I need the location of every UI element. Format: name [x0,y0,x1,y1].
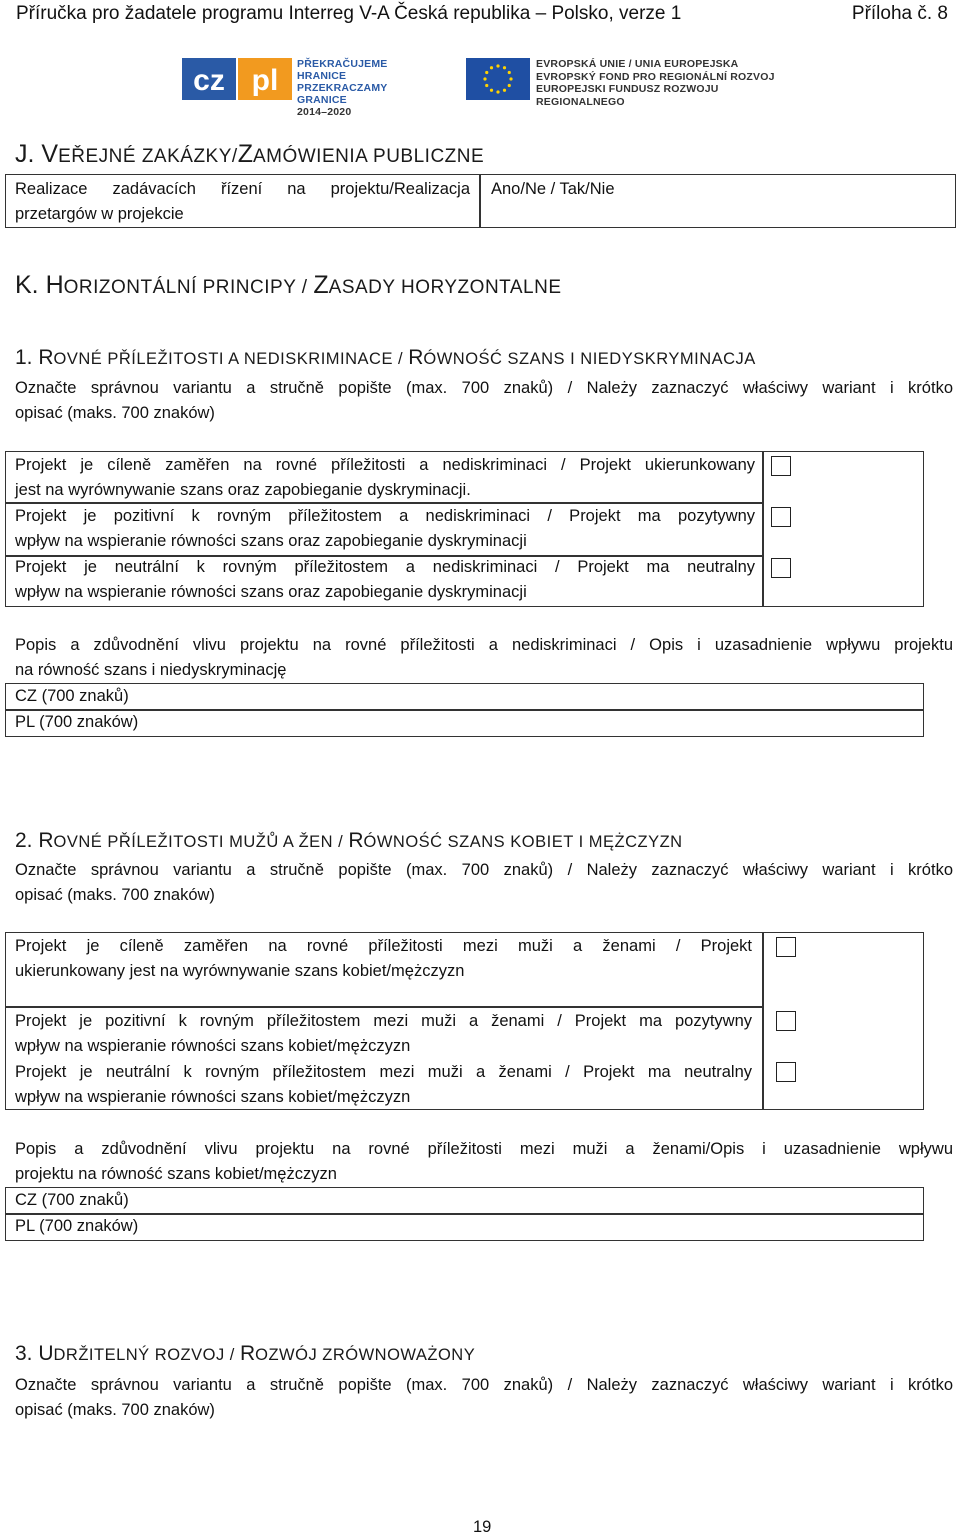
cz-justification-field[interactable]: CZ (700 znaků) [15,687,129,705]
eu-star-icon [503,66,506,69]
option-targeted-checkbox[interactable] [771,456,791,476]
option-positive: Projekt je pozitivní k rovným příležitostem a nediskriminaci / Projekt ma pozytywny wpływ na wspieranie równości szans oraz zapobieganie dyskryminacji [15,507,755,550]
eu-fund-text [536,58,796,108]
option-neutral-checkbox[interactable] [771,558,791,578]
czpl-programme-logo [182,56,432,118]
table-divider [762,451,764,607]
czpl-years: 2014–2020 [297,106,352,118]
gender-option-positive: Projekt je pozitivní k rovným příležitostem mezi muži a ženami / Projekt ma pozytywny wpływ na wspieranie równości szans kobiet/mężczyzn [15,1012,752,1055]
eu-star-icon [485,84,488,87]
subsection-2-title: 2. ROVNÉ PŘÍLEŽITOSTI MUŽŮ A ŽEN / RÓWNOŚĆ SZANS KOBIET I MĘŻCZYZN [15,829,683,852]
eu-star-icon [508,71,511,74]
eu-line-3: EUROPEJSKI FUNDUSZ ROZWOJU REGIONALNEGO [536,83,719,108]
table-divider [762,932,764,1110]
eu-line-2: EVROPSKÝ FOND PRO REGIONÁLNÍ ROZVOJ [536,70,775,83]
eu-star-icon [509,77,512,80]
czpl-badge-icon [182,58,292,100]
eu-flag-icon [466,58,530,100]
procurement-value: Ano/Ne / Tak/Nie [491,180,615,198]
pl-justification-field[interactable]: PL (700 znaków) [15,713,139,731]
gender-option-targeted: Projekt je cíleně zaměřen na rovné příležitosti mezi muži a ženami / Projekt ukierunkowany jest na wyrównywanie szans kobiet/mężczyzn [15,937,752,980]
row-divider [5,1213,924,1215]
eu-star-icon [485,71,488,74]
eu-fund-logo [466,56,796,108]
czpl-slogan-cz: PŘEKRAČUJEME HRANICE [297,58,388,82]
eu-star-icon [490,89,493,92]
subsection-3-instructions: Označte správnou variantu a stručně popište (max. 700 znaků) / Należy zaznaczyć właściwy wariant i krótko opisać (maks. 700 znaków) [15,1376,953,1419]
czpl-slogan-pl: PRZEKRACZAMY GRANICE [297,82,388,106]
option-targeted: Projekt je cíleně zaměřen na rovné příležitosti a nediskriminaci / Projekt ukierunkowany jest na wyrównywanie szans oraz zapobieganie dyskryminacji. [15,456,755,499]
subsection-1-description-label: Popis a zdůvodnění vlivu projektu na rovné příležitosti a nediskriminaci / Opis i uzasadnienie wpływu projektu na równość szans i niedyskryminację [15,636,953,679]
gender-option-positive-checkbox[interactable] [776,1011,796,1031]
subsection-3-title: 3. UDRŽITELNÝ ROZVOJ / ROZWÓJ ZRÓWNOWAŻONY [15,1342,476,1365]
subsection-1-instructions: Označte správnou variantu a stručně popište (max. 700 znaků) / Należy zaznaczyć właściwy wariant i krótko opisać (maks. 700 znaków) [15,379,953,422]
gender-cz-justification-field[interactable]: CZ (700 znaků) [15,1191,129,1209]
subsection-2-instructions: Označte správnou variantu a stručně popište (max. 700 znaků) / Należy zaznaczyć właściwy wariant i krótko opisać (maks. 700 znaków) [15,861,953,904]
option-positive-checkbox[interactable] [771,507,791,527]
svg-text:cz: cz [193,64,225,97]
option-neutral: Projekt je neutrální k rovným příležitostem a nediskriminaci / Projekt ma neutralny wpływ na wspieranie równości szans oraz zapobieganie dyskryminacji [15,558,755,601]
czpl-slogan [297,58,432,118]
eu-star-icon [490,66,493,69]
section-k-title: K. HORIZONTÁLNÍ PRINCIPY / ZASADY HORYZONTALNE [15,271,562,299]
table-divider [479,174,481,228]
gender-option-neutral-checkbox[interactable] [776,1062,796,1082]
procurement-label: Realizace zadávacích řízení na projektu/Realizacja przetargów w projekcie [15,180,470,223]
eu-star-icon [483,77,486,80]
eu-star-icon [508,84,511,87]
row-divider [5,1006,762,1008]
page-number: 19 [473,1518,492,1536]
document-header-title: Příručka pro žadatele programu Interreg V-A Česká republika – Polsko, verze 1 [16,3,682,24]
subsection-1-title: 1. ROVNÉ PŘÍLEŽITOSTI A NEDISKRIMINACE / RÓWNOŚĆ SZANS I NIEDYSKRYMINACJA [15,346,756,369]
subsection-2-description-label: Popis a zdůvodnění vlivu projektu na rovné příležitosti mezi muži a ženami/Opis i uzasadnienie wpływu projektu na równość szans kobiet/mężczyzn [15,1140,953,1183]
gender-option-neutral: Projekt je neutrální k rovným příležitostem mezi muži a ženami / Projekt ma neutralny wpływ na wspieranie równości szans kobiet/mężczyzn [15,1063,752,1106]
document-header-annex: Příloha č. 8 [851,3,948,24]
eu-line-1: EVROPSKÁ UNIE / UNIA EUROPEJSKA [536,58,739,70]
eu-star-icon [503,89,506,92]
row-divider [5,709,924,711]
svg-text:pl: pl [251,64,279,97]
gender-option-targeted-checkbox[interactable] [776,937,796,957]
eu-star-icon [496,90,499,93]
eu-star-icon [496,64,499,67]
section-j-title: J. VEŘEJNÉ ZAKÁZKY/ZAMÓWIENIA PUBLICZNE [15,140,485,168]
gender-pl-justification-field[interactable]: PL (700 znaków) [15,1217,139,1235]
